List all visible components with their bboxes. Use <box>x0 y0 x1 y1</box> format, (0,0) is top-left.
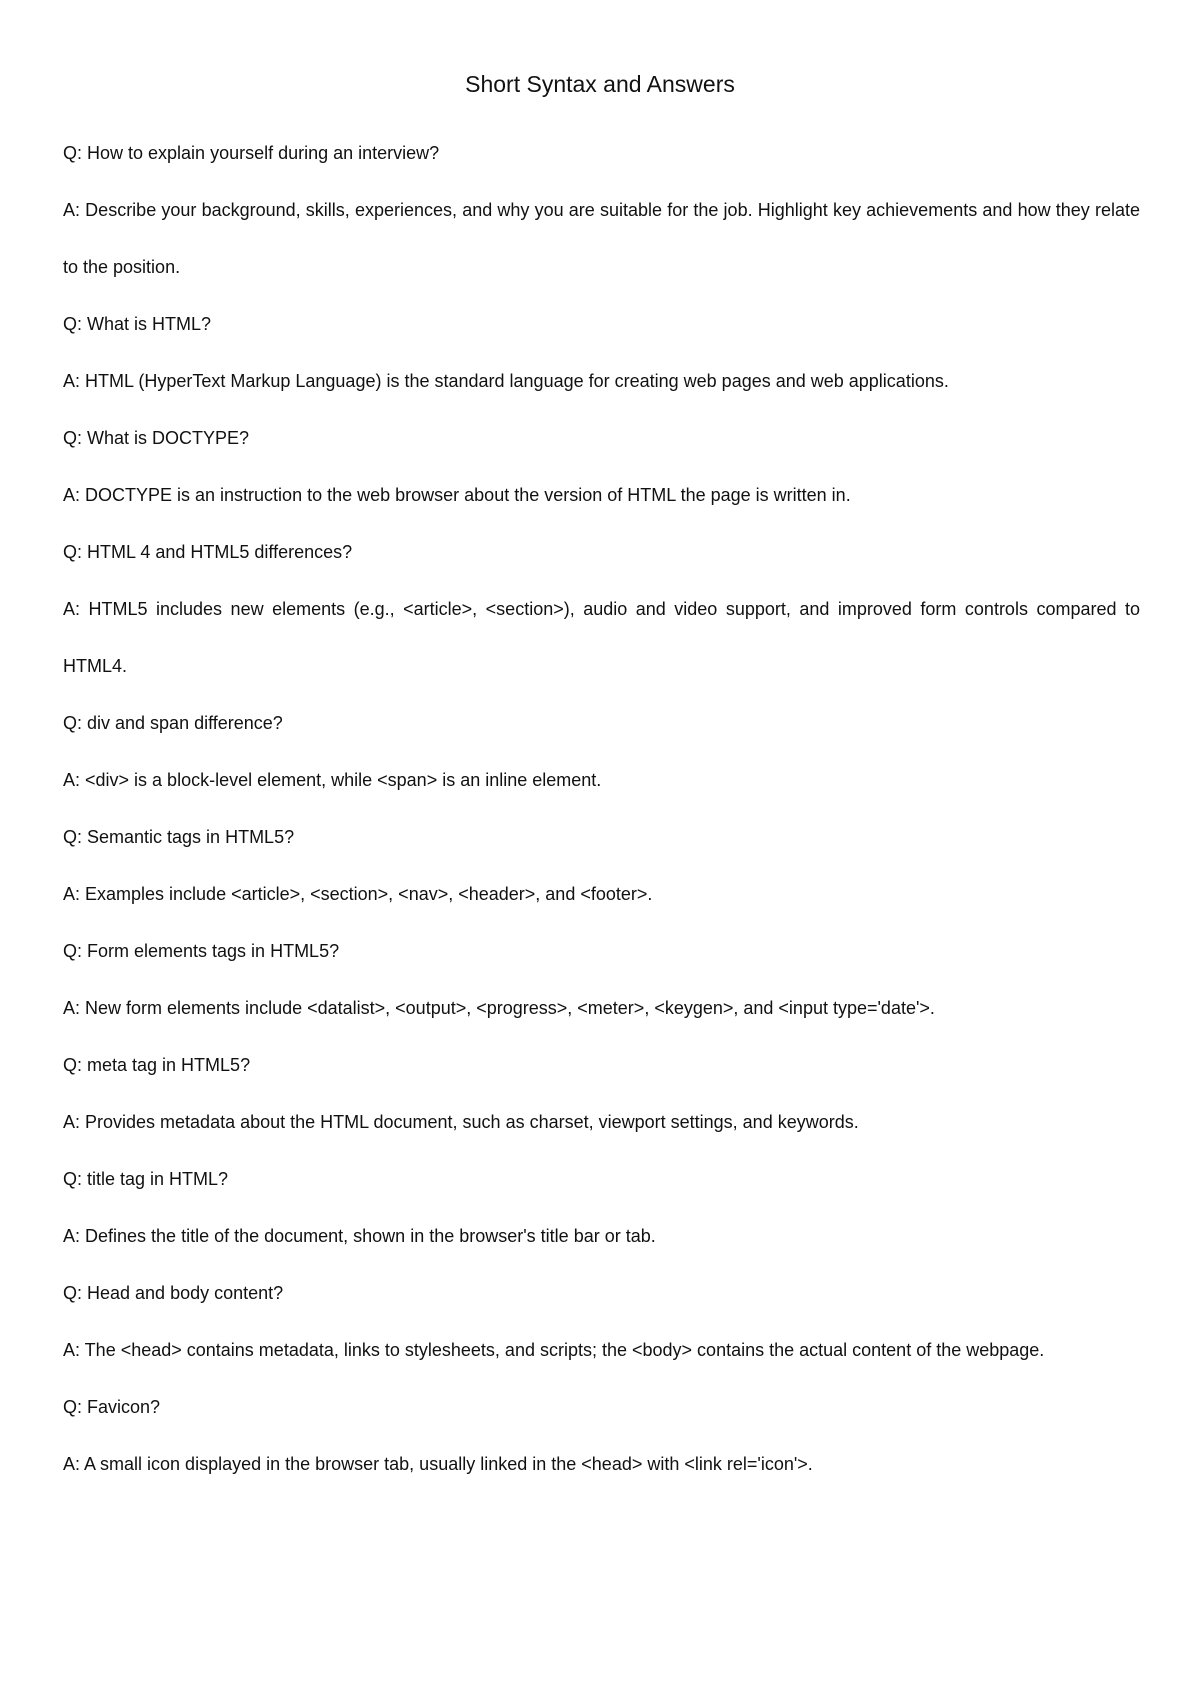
document-title: Short Syntax and Answers <box>465 71 735 97</box>
question-head-body: Q: Head and body content? <box>63 1283 284 1303</box>
answer-html: A: HTML (HyperText Markup Language) is the standard language for creating web pages and web applications. <box>63 371 949 391</box>
qa-list <box>63 125 1140 1493</box>
answer-head-body: A: The <head> contains metadata, links to stylesheets, and scripts; the <body> contains the actual content of the webpage. <box>63 1340 1045 1360</box>
answer-meta-tag: A: Provides metadata about the HTML document, such as charset, viewport settings, and keywords. <box>63 1112 859 1132</box>
question-form-elements: Q: Form elements tags in HTML5? <box>63 941 340 961</box>
question-favicon: Q: Favicon? <box>63 1397 161 1417</box>
answer-html-differences: A: HTML5 includes new elements (e.g., <article>, <section>), audio and video support, and improved form controls compared to HTML4. <box>63 599 1140 676</box>
question-semantic-tags: Q: Semantic tags in HTML5? <box>63 827 295 847</box>
question-interview: Q: How to explain yourself during an interview? <box>63 143 440 163</box>
question-html-differences: Q: HTML 4 and HTML5 differences? <box>63 542 353 562</box>
question-meta-tag: Q: meta tag in HTML5? <box>63 1055 251 1075</box>
answer-div-span: A: <div> is a block-level element, while <span> is an inline element. <box>63 770 602 790</box>
answer-doctype: A: DOCTYPE is an instruction to the web browser about the version of HTML the page is written in. <box>63 485 851 505</box>
answer-title-tag: A: Defines the title of the document, shown in the browser's title bar or tab. <box>63 1226 656 1246</box>
answer-semantic-tags: A: Examples include <article>, <section>, <nav>, <header>, and <footer>. <box>63 884 653 904</box>
answer-favicon: A: A small icon displayed in the browser tab, usually linked in the <head> with <link rel='icon'>. <box>63 1454 813 1474</box>
question-div-span: Q: div and span difference? <box>63 713 283 733</box>
question-doctype: Q: What is DOCTYPE? <box>63 428 250 448</box>
question-title-tag: Q: title tag in HTML? <box>63 1169 229 1189</box>
question-html: Q: What is HTML? <box>63 314 212 334</box>
answer-form-elements: A: New form elements include <datalist>, <output>, <progress>, <meter>, <keygen>, and <input type='date'>. <box>63 998 935 1018</box>
answer-interview: A: Describe your background, skills, experiences, and why you are suitable for the job. Highlight key achievements and how they relate to the position. <box>63 200 1140 277</box>
